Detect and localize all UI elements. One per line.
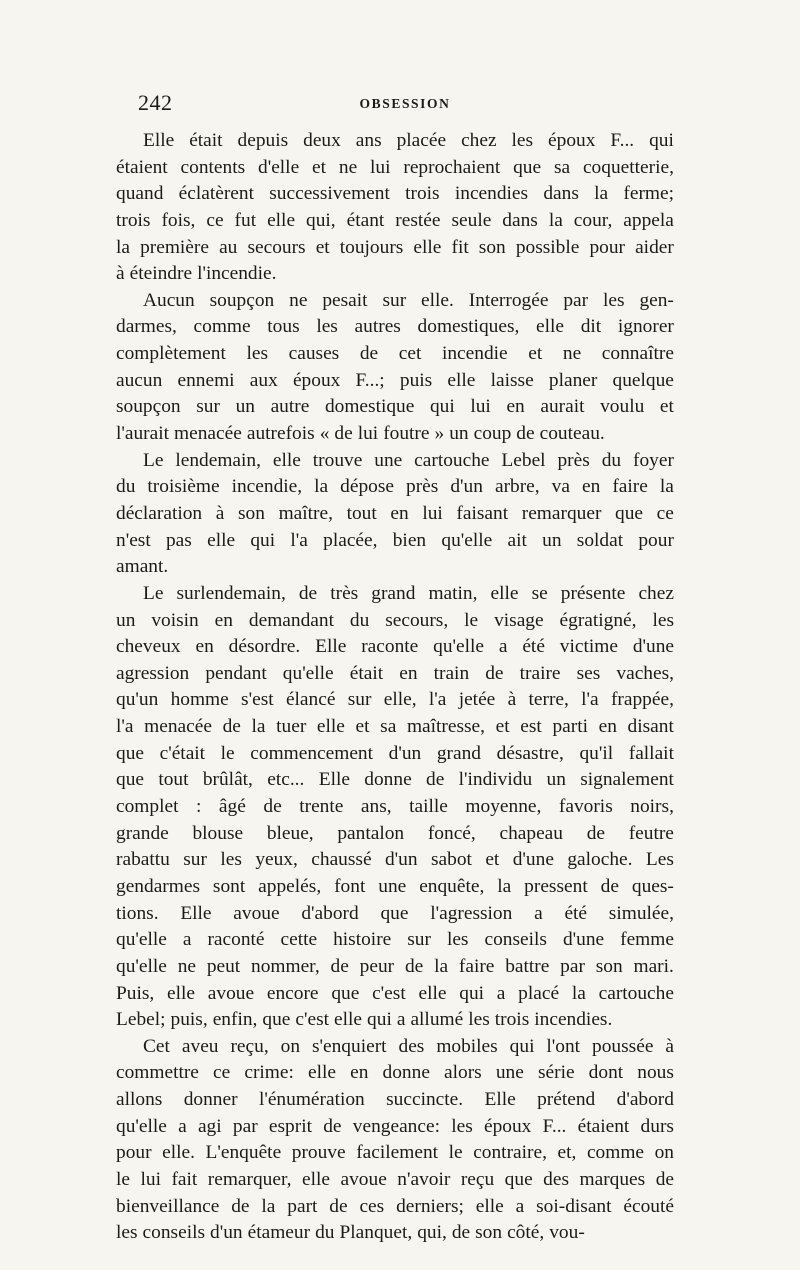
running-title: OBSESSION	[359, 96, 451, 111]
text-line: les conseils d'un étameur du Planquet, qui, de son côté, vou-	[116, 1222, 585, 1244]
text-line: qu'elle ne peut nommer, de peur de la faire battre par son mari.	[116, 955, 674, 977]
text-line: agression pendant qu'elle était en train de traire ses vaches,	[116, 662, 674, 684]
paragraph	[116, 128, 674, 288]
text-line: n'est pas elle qui l'a placée, bien qu'elle ait un soldat pour	[116, 529, 674, 551]
body-text	[116, 128, 674, 1247]
text-line: gendarmes sont appelés, font une enquête, la pressent de ques-	[116, 875, 674, 897]
text-line: déclaration à son maître, tout en lui faisant remarquer que ce	[116, 502, 674, 524]
text-line: Aucun soupçon ne pesait sur elle. Interrogée par les gen-	[143, 289, 674, 311]
text-line: qu'elle a agi par esprit de vengeance: les époux F... étaient durs	[116, 1115, 674, 1137]
text-line: complètement les causes de cet incendie et ne connaître	[116, 343, 674, 365]
page-number: 242	[138, 90, 173, 115]
text-line: commettre ce crime: elle en donne alors une série dont nous	[116, 1062, 674, 1084]
text-line: Puis, elle avoue encore que c'est elle qui a placé la cartouche	[116, 982, 674, 1004]
text-line: que tout brûlât, etc... Elle donne de l'individu un signalement	[116, 769, 674, 791]
text-line: trois fois, ce fut elle qui, étant restée seule dans la cour, appela	[116, 209, 674, 231]
paragraph	[116, 448, 674, 581]
text-line: Cet aveu reçu, on s'enquiert des mobiles qui l'ont poussée à	[143, 1035, 674, 1057]
text-line: un voisin en demandant du secours, le visage égratigné, les	[116, 609, 674, 631]
text-line: bienveillance de la part de ces derniers; elle a soi-disant écouté	[116, 1195, 674, 1217]
text-line: tions. Elle avoue d'abord que l'agression a été simulée,	[116, 902, 674, 924]
paragraph	[116, 1034, 674, 1247]
text-line: pour elle. L'enquête prouve facilement le contraire, et, comme on	[116, 1142, 674, 1164]
text-line: l'aurait menacée autrefois « de lui foutre » un coup de couteau.	[116, 423, 605, 445]
text-line: quand éclatèrent successivement trois incendies dans la ferme;	[116, 183, 674, 205]
text-line: amant.	[116, 556, 169, 578]
page-header	[138, 90, 672, 116]
text-line: aucun ennemi aux époux F...; puis elle laisse planer quelque	[116, 369, 674, 391]
text-line: du troisième incendie, la dépose près d'un arbre, va en faire la	[116, 476, 674, 498]
text-line: Lebel; puis, enfin, que c'est elle qui a allumé les trois incendies.	[116, 1009, 613, 1031]
text-line: qu'elle a raconté cette histoire sur les conseils d'une femme	[116, 929, 674, 951]
text-line: cheveux en désordre. Elle raconte qu'elle a été victime d'une	[116, 636, 674, 658]
text-line: l'a menacée de la tuer elle et sa maîtresse, et est parti en disant	[116, 716, 674, 738]
text-line: étaient contents d'elle et ne lui reprochaient que sa coquetterie,	[116, 156, 674, 178]
text-line: la première au secours et toujours elle fit son possible pour aider	[116, 236, 674, 258]
text-line: darmes, comme tous les autres domestiques, elle dit ignorer	[116, 316, 674, 338]
text-line: à éteindre l'incendie.	[116, 263, 277, 285]
text-line: grande blouse bleue, pantalon foncé, chapeau de feutre	[116, 822, 674, 844]
paragraph	[116, 581, 674, 1034]
text-line: le lui fait remarquer, elle avoue n'avoir reçu que des marques de	[116, 1168, 674, 1190]
text-line: que c'était le commencement d'un grand désastre, qu'il fallait	[116, 742, 674, 764]
text-line: qu'un homme s'est élancé sur elle, l'a jetée à terre, l'a frappée,	[116, 689, 674, 711]
text-line: Le surlendemain, de très grand matin, elle se présente chez	[143, 582, 674, 604]
text-line: complet : âgé de trente ans, taille moyenne, favoris noirs,	[116, 796, 674, 818]
text-line: soupçon sur un autre domestique qui lui en aurait voulu et	[116, 396, 674, 418]
text-line: Elle était depuis deux ans placée chez les époux F... qui	[143, 130, 674, 151]
paragraph	[116, 288, 674, 448]
text-line: Le lendemain, elle trouve une cartouche Lebel près du foyer	[143, 449, 674, 471]
text-line: allons donner l'énumération succincte. Elle prétend d'abord	[116, 1089, 674, 1111]
text-line: rabattu sur les yeux, chaussé d'un sabot et d'une galoche. Les	[116, 849, 674, 871]
